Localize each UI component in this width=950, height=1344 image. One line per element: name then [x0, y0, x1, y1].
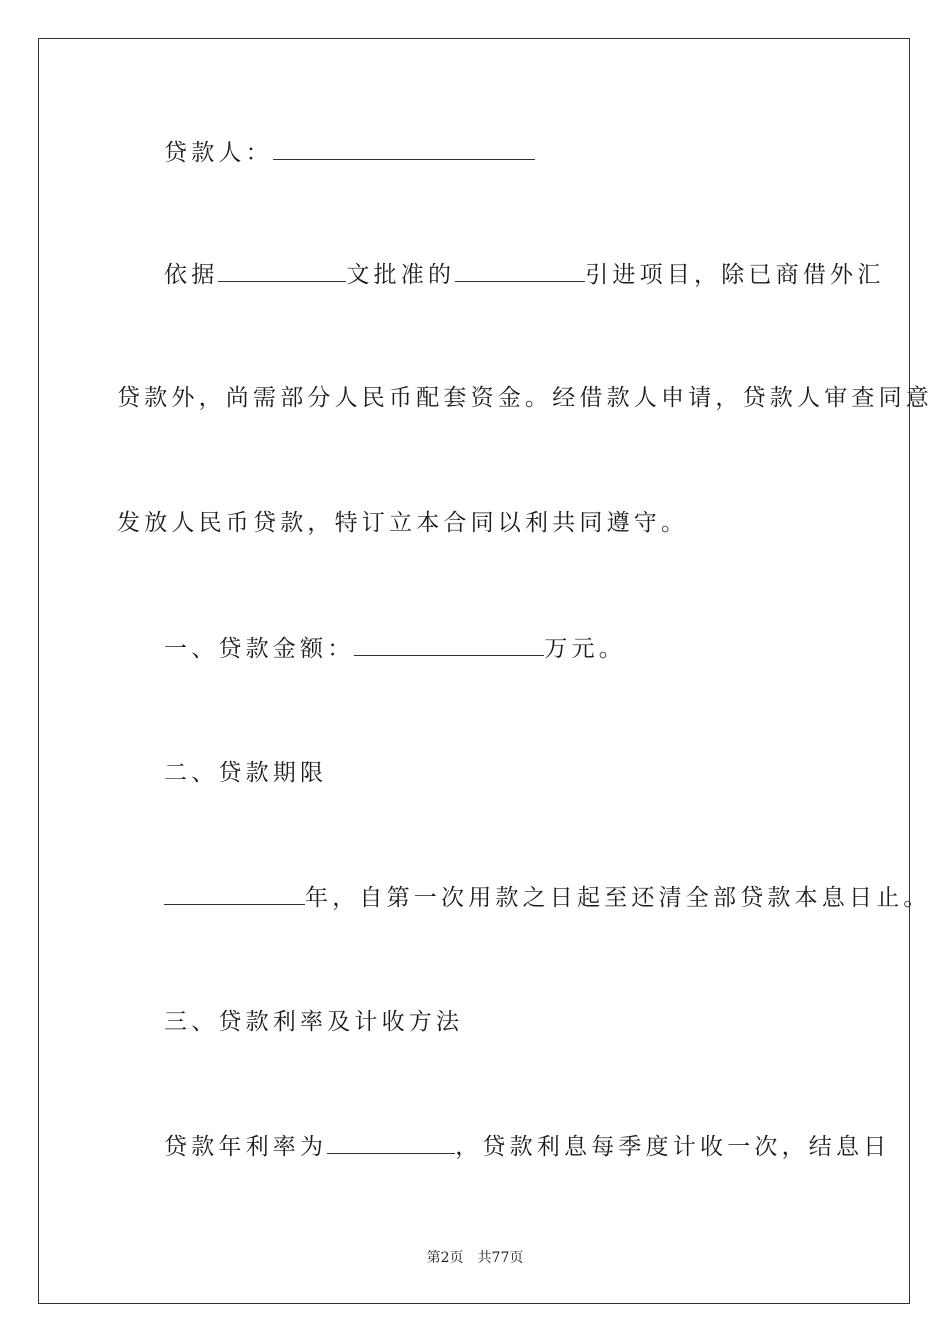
lender-blank — [273, 137, 535, 160]
paragraph-line-3: 贷款外，尚需部分人民币配套资金。经借款人申请，贷款人审查同意 — [117, 385, 933, 411]
page-footer — [0, 1247, 950, 1267]
page-number: 第2页 — [426, 1250, 464, 1266]
lender-line — [164, 137, 535, 168]
loan-amount-unit: 万元。 — [544, 636, 627, 662]
project-blank — [455, 259, 585, 282]
basis-text-a: 依据 — [164, 262, 219, 288]
interest-rate-line — [164, 1131, 890, 1162]
document-number-blank — [218, 259, 346, 282]
loan-amount-line — [164, 633, 626, 664]
basis-text-b: 文批准的 — [346, 262, 456, 288]
loan-amount-blank — [354, 633, 544, 656]
loan-amount-label: 一、贷款金额： — [164, 636, 355, 662]
loan-term-text: 年，自第一次用款之日起至还清全部贷款本息日止。 — [305, 885, 931, 911]
interest-rate-blank — [327, 1131, 455, 1154]
paragraph-line-4: 发放人民币贷款，特订立本合同以利共同遵守。 — [117, 510, 689, 536]
loan-term-blank — [164, 882, 305, 905]
interest-rate-label: 贷款年利率为 — [164, 1134, 328, 1160]
loan-term-line — [164, 882, 931, 913]
interest-rate-text: ，贷款利息每季度计收一次，结息日 — [455, 1134, 891, 1160]
loan-term-heading: 二、贷款期限 — [164, 760, 328, 786]
page-total: 共77页 — [477, 1250, 524, 1266]
basis-text-c: 引进项目，除已商借外汇 — [585, 262, 885, 288]
basis-line — [164, 259, 884, 290]
interest-heading: 三、贷款利率及计收方法 — [164, 1009, 464, 1035]
lender-label: 贷款人： — [164, 140, 273, 166]
page-frame — [38, 38, 910, 1304]
